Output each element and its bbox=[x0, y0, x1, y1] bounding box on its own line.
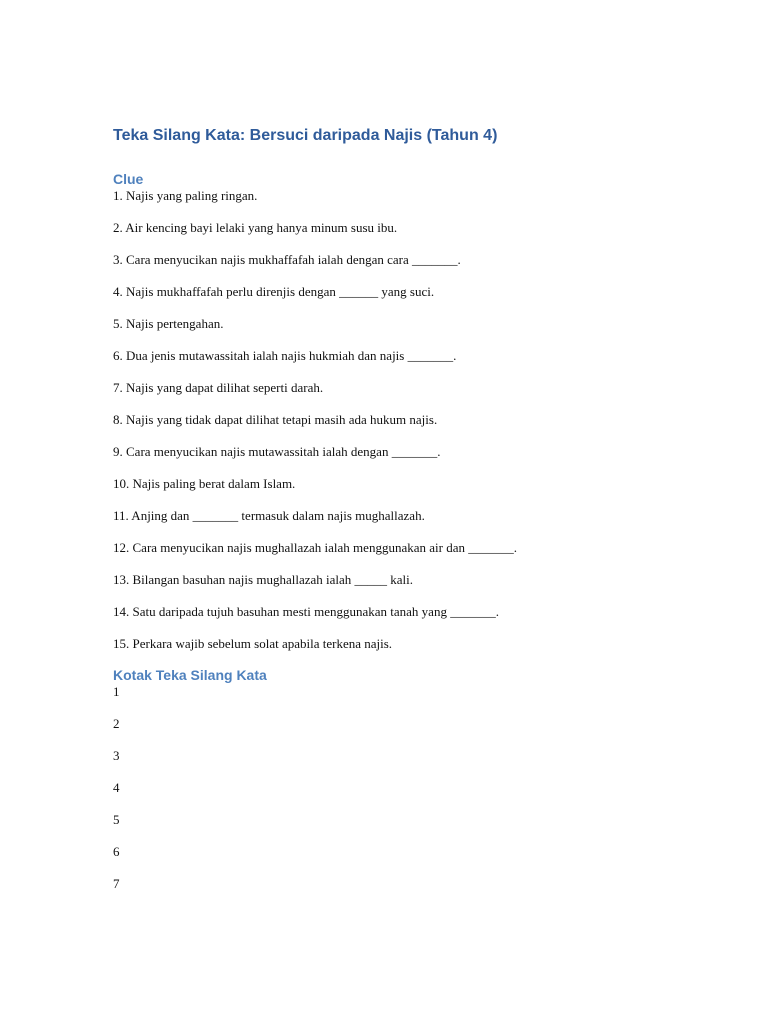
crossword-number: 3 bbox=[113, 748, 120, 763]
crossword-number: 4 bbox=[113, 780, 120, 795]
page-title: Teka Silang Kata: Bersuci daripada Najis (Tahun 4) bbox=[113, 127, 498, 144]
clue-item: 4. Najis mukhaffafah perlu direnjis dengan ______ yang suci. bbox=[113, 284, 435, 299]
crossword-box-list bbox=[113, 684, 713, 908]
clue-item: 12. Cara menyucikan najis mughallazah ialah menggunakan air dan _______. bbox=[113, 540, 517, 555]
clue-item: 7. Najis yang dapat dilihat seperti darah. bbox=[113, 380, 324, 395]
crossword-number: 2 bbox=[113, 716, 120, 731]
clue-item: 9. Cara menyucikan najis mutawassitah ialah dengan _______. bbox=[113, 444, 441, 459]
clue-item: 15. Perkara wajib sebelum solat apabila terkena najis. bbox=[113, 636, 393, 651]
clue-item: 6. Dua jenis mutawassitah ialah najis hukmiah dan najis _______. bbox=[113, 348, 457, 363]
crossword-number: 5 bbox=[113, 812, 120, 827]
crossword-box-heading: Kotak Teka Silang Kata bbox=[113, 667, 267, 683]
clue-item: 1. Najis yang paling ringan. bbox=[113, 188, 258, 203]
clue-item: 3. Cara menyucikan najis mukhaffafah ialah dengan cara _______. bbox=[113, 252, 461, 267]
crossword-number: 7 bbox=[113, 876, 120, 891]
clue-item: 8. Najis yang tidak dapat dilihat tetapi masih ada hukum najis. bbox=[113, 412, 438, 427]
clue-item: 2. Air kencing bayi lelaki yang hanya minum susu ibu. bbox=[113, 220, 398, 235]
clue-item: 10. Najis paling berat dalam Islam. bbox=[113, 476, 296, 491]
crossword-number: 1 bbox=[113, 684, 120, 699]
document-page bbox=[113, 118, 713, 908]
crossword-number: 6 bbox=[113, 844, 120, 859]
clue-item: 14. Satu daripada tujuh basuhan mesti menggunakan tanah yang _______. bbox=[113, 604, 499, 619]
clue-list bbox=[113, 188, 713, 662]
clue-item: 5. Najis pertengahan. bbox=[113, 316, 224, 331]
clue-heading: Clue bbox=[113, 171, 144, 187]
clue-item: 11. Anjing dan _______ termasuk dalam najis mughallazah. bbox=[113, 508, 425, 523]
clue-item: 13. Bilangan basuhan najis mughallazah ialah _____ kali. bbox=[113, 572, 414, 587]
